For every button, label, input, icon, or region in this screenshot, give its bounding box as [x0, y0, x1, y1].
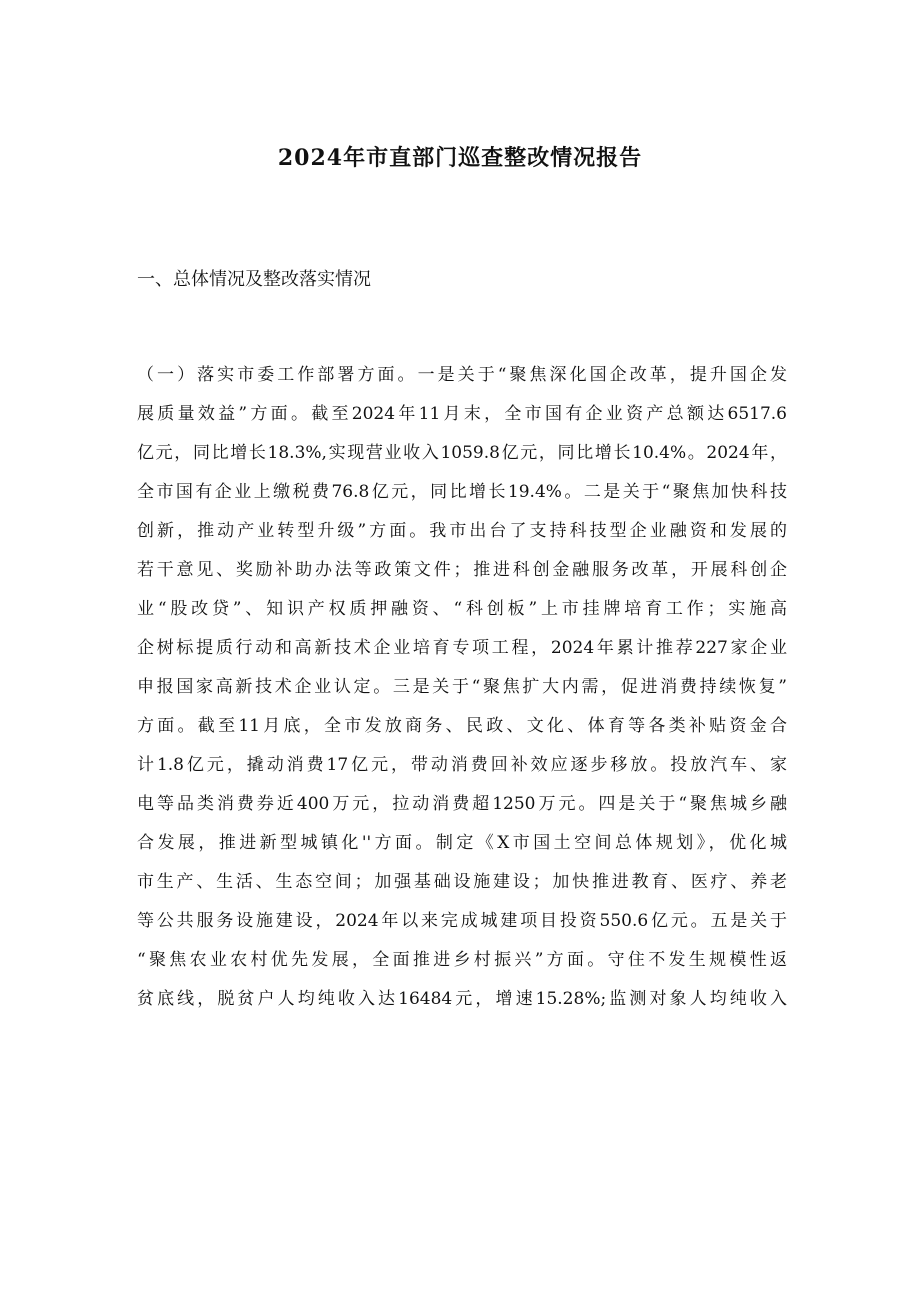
section-heading: 一、总体情况及整改落实情况 — [137, 269, 371, 290]
paragraph-line: 亿元，同比增长18.3%,实现营业收入1059.8亿元，同比增长10.4%。2024年， — [137, 443, 787, 463]
paragraph-line: 业“股改贷”、知识产权质押融资、“科创板”上市挂牌培育工作；实施高 — [137, 599, 787, 619]
paragraph-line: 电等品类消费券近400万元，拉动消费超1250万元。四是关于“聚焦城乡融 — [137, 794, 787, 814]
paragraph-line: 创新，推动产业转型升级”方面。我市出台了支持科技型企业融资和发展的 — [137, 521, 787, 541]
paragraph-line: 合发展，推进新型城镇化''方面。制定《X市国土空间总体规划》，优化城 — [137, 833, 787, 853]
paragraph-line: 等公共服务设施建设，2024年以来完成城建项目投资550.6亿元。五是关于 — [137, 911, 787, 931]
document-title: 2024年市直部门巡查整改情况报告 — [277, 145, 643, 171]
paragraph-line: 全市国有企业上缴税费76.8亿元，同比增长19.4%。二是关于“聚焦加快科技 — [137, 482, 787, 502]
paragraph-line: 申报国家高新技术企业认定。三是关于“聚焦扩大内需，促进消费持续恢复” — [137, 677, 787, 697]
paragraph-line: “聚焦农业农村优先发展，全面推进乡村振兴”方面。守住不发生规模性返 — [137, 950, 787, 970]
body-paragraph — [137, 356, 787, 1019]
paragraph-line: 市生产、生活、生态空间；加强基础设施建设；加快推进教育、医疗、养老 — [137, 872, 787, 892]
paragraph-line: 若干意见、奖励补助办法等政策文件；推进科创金融服务改革，开展科创企 — [137, 560, 787, 580]
paragraph-line: 企树标提质行动和高新技术企业培育专项工程，2024年累计推荐227家企业 — [137, 638, 787, 658]
paragraph-line: 计1.8亿元，撬动消费17亿元，带动消费回补效应逐步移放。投放汽车、家 — [137, 755, 787, 775]
paragraph-line: 贫底线，脱贫户人均纯收入达16484元，增速15.28%;监测对象人均纯收入 — [137, 989, 787, 1009]
paragraph-line: 方面。截至11月底，全市发放商务、民政、文化、体育等各类补贴资金合 — [137, 716, 787, 736]
paragraph-line: 展质量效益”方面。截至2024年11月末，全市国有企业资产总额达6517.6 — [137, 404, 787, 424]
paragraph-line: （一）落实市委工作部署方面。一是关于“聚焦深化国企改革，提升国企发 — [137, 365, 787, 385]
